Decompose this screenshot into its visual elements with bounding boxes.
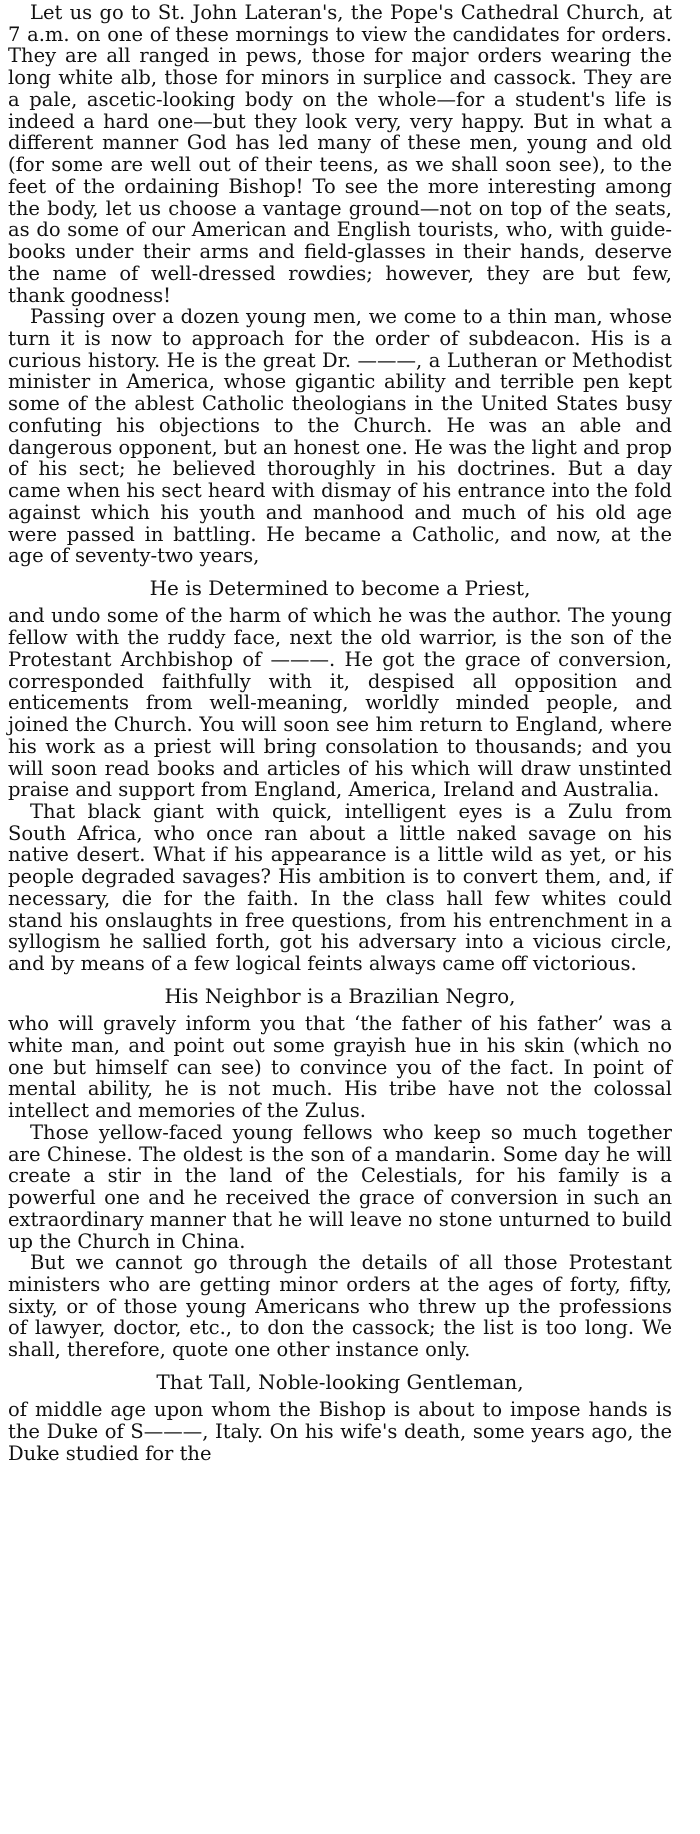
paragraph-duke: of middle age upon whom the Bishop is about to impose hands is the Duke of S———, Italy. On his wife's death, some years ago, the Duke studied for the [8,1398,672,1465]
paragraph-brazilian: who will gravely inform you that ‘the father of his father’ was a white man, and point out some grayish hue in his skin (which no one but himself can see) to convince you of the fact. In point of mental ability, he is not much. His tribe have not the colossal intellect and memories of the Zulus. [8,1012,672,1123]
subheading-gentleman: That Tall, Noble-looking Gentleman, [156,1369,524,1394]
paragraph-subdeacon: Passing over a dozen young men, we come to a thin man, whose turn it is now to approach for the order of subdeacon. His is a curious history. He is the great Dr. ———, a Lutheran or Methodist minister in America, whose gigantic ability and terrible pen kept some of the ablest Catholic theologians in the United States busy confuting his objections to the Church. He was an able and dangerous opponent, but an honest one. He was the light and prop of his sect; he believed thoroughly in his doctrines. But a day came when his sect heard with dismay of his entrance into the fold against which his youth and manhood and much of his old age were passed in battling. He became a Catholic, and now, at the age of seventy-two years, [8,305,672,568]
paragraph-ministers: But we cannot go through the details of all those Protestant ministers who are getting minor orders at the ages of forty, fifty, sixty, or of those young Americans who threw up the professions of lawyer, doctor, etc., to don the cassock; the list is too long. We shall, therefore, quote one other instance only. [8,1251,672,1362]
paragraph-chinese: Those yellow-faced young fellows who keep so much together are Chinese. The oldest is the son of a mandarin. Some day he will create a stir in the land of the Celestials, for his family is a powerful one and he received the grace of conversion in such an extraordinary manner that he will leave no stone unturned to build up the Church in China. [8,1120,672,1253]
paragraph-archbishop-son: and undo some of the harm of which he was the author. The young fellow with the ruddy face, next the old warrior, is the son of the Protestant Archbishop of ———. He got the grace of conversion, corresponded faithfully with it, despised all opposition and enticements from well-meaning, worldly minded people, and joined the Church. You will soon see him return to England, where his work as a priest will bring consolation to thousands; and you will soon read books and articles of his which will draw unstinted praise and support from England, America, Ireland and Australia. [8,604,672,802]
paragraph-zulu: That black giant with quick, intelligent eyes is a Zulu from South Africa, who once ran about a little naked savage on his native desert. What if his appearance is a little wild as yet, or his people degraded savages? His ambition is to convert them, and, if necessary, die for the faith. In the class hall few whites could stand his onslaughts in free questions, from his entrenchment in a syllogism he sallied forth, got his adversary into a vicious circle, and by means of a few logical feints always came off victorious. [8,800,672,976]
subheading-neighbor: His Neighbor is a Brazilian Negro, [164,983,516,1008]
paragraph-lateran: Let us go to St. John Lateran's, the Pope's Cathedral Church, at 7 a.m. on one of these mornings to view the candidates for orders. They are all ranged in pews, those for major orders wearing the long white alb, those for minors in surplice and cassock. They are a pale, ascetic-looking body on the whole—for a student's life is indeed a hard one—but they look very, very happy. But in what a different manner God has led many of these men, young and old (for some are well out of their teens, as we shall soon see), to the feet of the ordaining Bishop! To see the more interesting among the body, let us choose a vantage ground—not on top of the seats, as do some of our American and English tourists, who, with guide-books under their arms and field-glasses in their hands, deserve the name of well-dressed rowdies; however, they are but few, thank goodness! [8,1,672,307]
subheading-priest: He is Determined to become a Priest, [149,576,531,601]
